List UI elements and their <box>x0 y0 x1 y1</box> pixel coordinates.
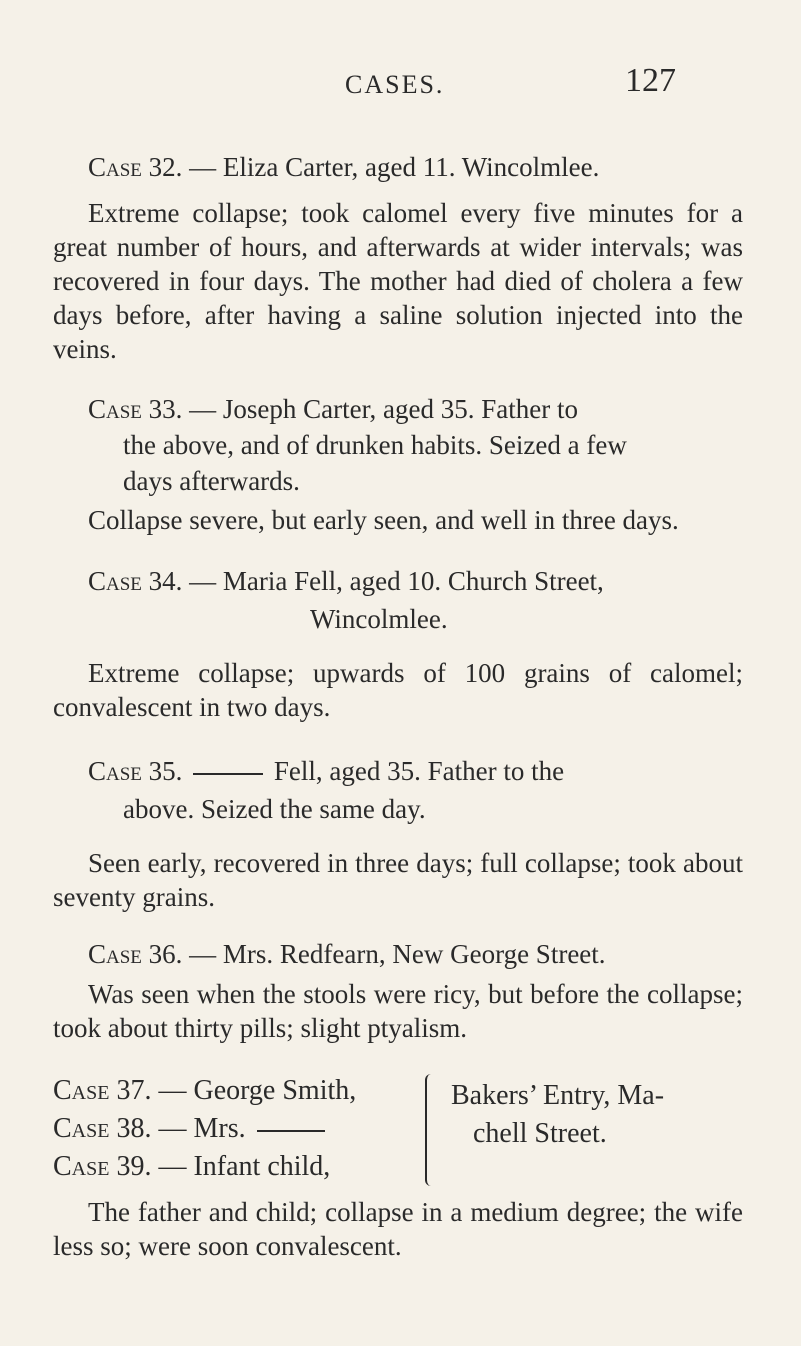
case-38-line <box>53 1110 329 1148</box>
case-34-heading <box>88 564 604 598</box>
cases-37-39-group <box>53 1072 753 1192</box>
cases-37-39-body: The father and child; collapse in a medium degree; the wife less so; were soon convalescent. <box>53 1197 743 1261</box>
case-label: Case 36. <box>88 939 183 969</box>
case-37-line <box>53 1072 356 1110</box>
case-label: Case 39. <box>53 1151 152 1182</box>
case-label: Case 37. <box>53 1075 152 1106</box>
brace-address-line-1: Bakers’ Entry, Ma- <box>451 1080 665 1111</box>
case-35-heading-cont: above. Seized the same day. <box>123 794 426 824</box>
name-dash <box>193 773 263 775</box>
case-33-heading-cont2: days afterwards. <box>123 466 300 496</box>
running-head: CASES. <box>345 70 445 99</box>
case-33-heading-cont: the above, and of drunken habits. Seized a few <box>123 430 627 460</box>
page-number: 127 <box>625 62 676 99</box>
case-heading-text: Fell, aged 35. Father to the <box>273 756 565 786</box>
case-label: Case 32. <box>88 152 183 182</box>
brace-address-line-2: chell Street. <box>473 1118 607 1149</box>
case-39-line <box>53 1148 330 1186</box>
case-34-heading-cont: Wincolmlee. <box>310 604 448 634</box>
name-dash <box>257 1130 325 1132</box>
case-label: Case 33. <box>88 394 183 424</box>
case-35-heading <box>88 754 564 788</box>
case-33-heading <box>88 392 578 426</box>
case-label: Case 34. <box>88 566 183 596</box>
case-heading-text: — Joseph Carter, aged 35. Father to <box>189 394 578 424</box>
case-label: Case 38. <box>53 1113 152 1144</box>
case-36-body: Was seen when the stools were ricy, but before the collapse; took about thirty pills; slight ptyalism. <box>53 979 743 1043</box>
case-34-body: Extreme collapse; upwards of 100 grains of calomel; convalescent in two days. <box>53 658 743 722</box>
case-35-body: Seen early, recovered in three days; full collapse; took about seventy grains. <box>53 848 743 912</box>
case-label: Case 35. <box>88 756 183 786</box>
case-heading-text: — George Smith, <box>158 1075 357 1106</box>
case-36-heading <box>88 937 606 971</box>
case-32-heading <box>88 150 599 184</box>
case-heading-text: — Eliza Carter, aged 11. Wincolmlee. <box>189 152 600 182</box>
case-32-body: Extreme collapse; took calomel every five minutes for a great number of hours, and afterwards at wider intervals; was recovered in four days. The mother had died of cholera a few days before, after having a saline solution injected into the veins. <box>53 198 743 364</box>
case-heading-text: — Maria Fell, aged 10. Church Street, <box>189 566 604 596</box>
case-heading-text: — Infant child, <box>158 1151 331 1182</box>
case-33-body: Collapse severe, but early seen, and well in three days. <box>88 505 679 535</box>
case-heading-text: — Mrs. <box>158 1113 246 1144</box>
grouping-brace <box>425 1074 445 1186</box>
case-heading-text: — Mrs. Redfearn, New George Street. <box>189 939 606 969</box>
